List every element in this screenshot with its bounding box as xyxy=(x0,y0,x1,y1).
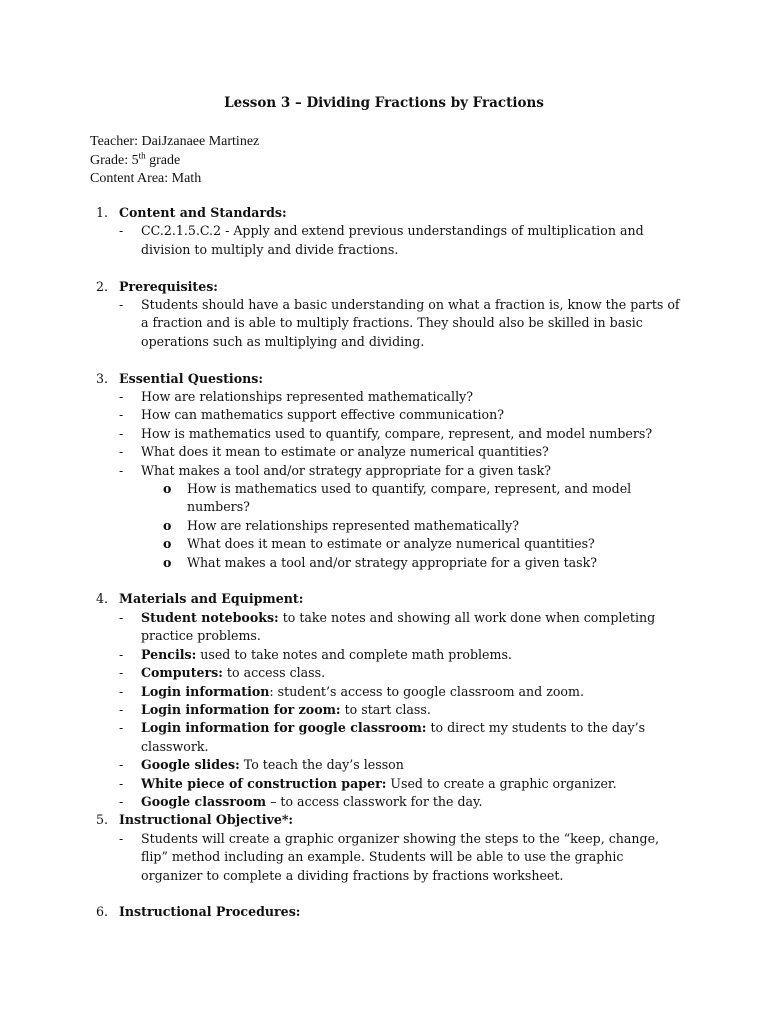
section-instructional-procedures xyxy=(96,903,686,921)
list-item xyxy=(119,609,686,646)
section-title: Content and Standards: xyxy=(119,205,287,220)
section-number: 1. xyxy=(96,205,109,220)
dash-bullet: - xyxy=(119,389,124,405)
item-label: Computers: xyxy=(141,665,223,681)
list-item xyxy=(119,646,686,664)
lesson-outline xyxy=(96,204,686,922)
list-item xyxy=(119,664,686,682)
item-text: – to access classwork for the day. xyxy=(266,793,483,809)
dash-bullet: - xyxy=(119,683,124,699)
section-title: Instructional Procedures: xyxy=(119,904,301,920)
item-text: to direct my students to the day’s classwork. xyxy=(141,720,646,754)
item-text: to take notes and showing all work done when completing practice problems. xyxy=(141,609,656,644)
dash-bullet: - xyxy=(119,297,124,313)
list-item xyxy=(119,443,686,461)
section-content-standards xyxy=(96,204,686,259)
dash-bullet: - xyxy=(119,775,124,791)
item-text: To teach the day’s lesson xyxy=(239,757,404,773)
section-number: 2. xyxy=(96,278,109,294)
item-text: CC.2.1.5.C.2 - Apply and extend previous understandings of multiplication and division to multiply and divide fractions. xyxy=(141,223,644,257)
item-text: to start class. xyxy=(340,701,431,717)
list-item xyxy=(119,296,686,351)
dash-bullet: - xyxy=(119,609,124,625)
item-label: Login information for zoom: xyxy=(141,701,341,717)
section-title: Materials and Equipment: xyxy=(119,591,304,607)
grade-suffix: grade xyxy=(145,152,181,168)
section-instructional-objective xyxy=(96,811,686,885)
circle-bullet: o xyxy=(163,536,172,552)
section-prerequisites xyxy=(96,278,686,352)
dash-bullet: - xyxy=(119,646,124,662)
section-essential-questions xyxy=(96,370,686,572)
sub-list-item xyxy=(119,517,686,535)
list-item xyxy=(119,756,686,774)
item-label: Student notebooks: xyxy=(141,609,279,625)
list-item xyxy=(119,830,686,885)
circle-bullet: o xyxy=(163,554,172,570)
section-number: 4. xyxy=(96,591,109,607)
dash-bullet: - xyxy=(119,830,124,846)
grade-prefix: Grade: 5 xyxy=(90,152,139,168)
item-text: used to take notes and complete math problems. xyxy=(196,646,512,662)
section-number: 5. xyxy=(96,812,109,828)
list-item xyxy=(119,425,686,443)
section-number: 3. xyxy=(96,370,109,386)
item-text: What does it mean to estimate or analyze numerical quantities? xyxy=(141,444,549,460)
item-text: How can mathematics support effective communication? xyxy=(141,407,504,423)
item-text: Used to create a graphic organizer. xyxy=(386,775,617,791)
item-text: Students will create a graphic organizer showing the steps to the “keep, change, flip” method including an example. Students will be able to use the graphic organizer to complete a dividing fractions by fractions worksheet. xyxy=(141,830,660,883)
section-title: Essential Questions: xyxy=(119,370,264,386)
item-text: Students should have a basic understanding on what a fraction is, know the parts of a fraction and is able to multiply fractions. They should also be skilled in basic operations such as multiplying and dividing. xyxy=(141,297,680,349)
content-area-line: Content Area: Math xyxy=(90,171,202,186)
list-item xyxy=(119,222,686,259)
list-item xyxy=(119,775,686,793)
section-title: Instructional Objective*: xyxy=(119,812,294,828)
item-text: : student’s access to google classroom and zoom. xyxy=(269,683,584,699)
dash-bullet: - xyxy=(119,720,124,736)
dash-bullet: - xyxy=(119,425,124,441)
sub-item-text: What does it mean to estimate or analyze numerical quantities? xyxy=(187,536,595,552)
list-item xyxy=(119,406,686,424)
section-materials-equipment xyxy=(96,590,686,811)
dash-bullet: - xyxy=(119,444,124,460)
dash-bullet: - xyxy=(119,665,124,681)
dash-bullet: - xyxy=(119,462,124,478)
item-label: Pencils: xyxy=(141,646,197,662)
sub-item-text: How is mathematics used to quantify, compare, represent, and model numbers? xyxy=(187,481,632,515)
item-label: Google classroom xyxy=(141,793,267,809)
item-label: Login information for google classroom: xyxy=(141,720,427,736)
section-title: Prerequisites: xyxy=(119,278,218,294)
list-item xyxy=(119,701,686,719)
dash-bullet: - xyxy=(119,701,124,717)
sub-list-item xyxy=(119,535,686,553)
item-text: to access class. xyxy=(222,665,326,681)
circle-bullet: o xyxy=(163,517,172,533)
dash-bullet: - xyxy=(119,223,124,239)
item-label: Google slides: xyxy=(141,757,240,773)
list-item xyxy=(119,683,686,701)
list-item xyxy=(119,793,686,811)
item-text: What makes a tool and/or strategy appropriate for a given task? xyxy=(141,462,552,478)
list-item xyxy=(119,462,686,480)
dash-bullet: - xyxy=(119,407,124,423)
sub-list-item xyxy=(119,480,686,517)
item-text: How are relationships represented mathematically? xyxy=(141,389,473,405)
teacher-line: Teacher: DaiJzanaee Martinez xyxy=(90,134,260,149)
list-item xyxy=(119,719,686,756)
dash-bullet: - xyxy=(119,757,124,773)
item-label: White piece of construction paper: xyxy=(141,775,387,791)
lesson-title: Lesson 3 – Dividing Fractions by Fractions xyxy=(224,95,544,111)
grade-superscript: th xyxy=(138,149,146,160)
item-label: Login information xyxy=(141,683,270,699)
item-text: How is mathematics used to quantify, compare, represent, and model numbers? xyxy=(141,425,653,441)
sub-item-text: How are relationships represented mathematically? xyxy=(187,517,519,533)
sub-item-text: What makes a tool and/or strategy appropriate for a given task? xyxy=(187,554,598,570)
circle-bullet: o xyxy=(163,481,172,497)
sub-list-item xyxy=(119,554,686,572)
grade-line xyxy=(90,149,259,171)
dash-bullet: - xyxy=(119,793,124,809)
section-number: 6. xyxy=(96,904,109,920)
lesson-header-info xyxy=(90,133,259,189)
list-item xyxy=(119,388,686,406)
